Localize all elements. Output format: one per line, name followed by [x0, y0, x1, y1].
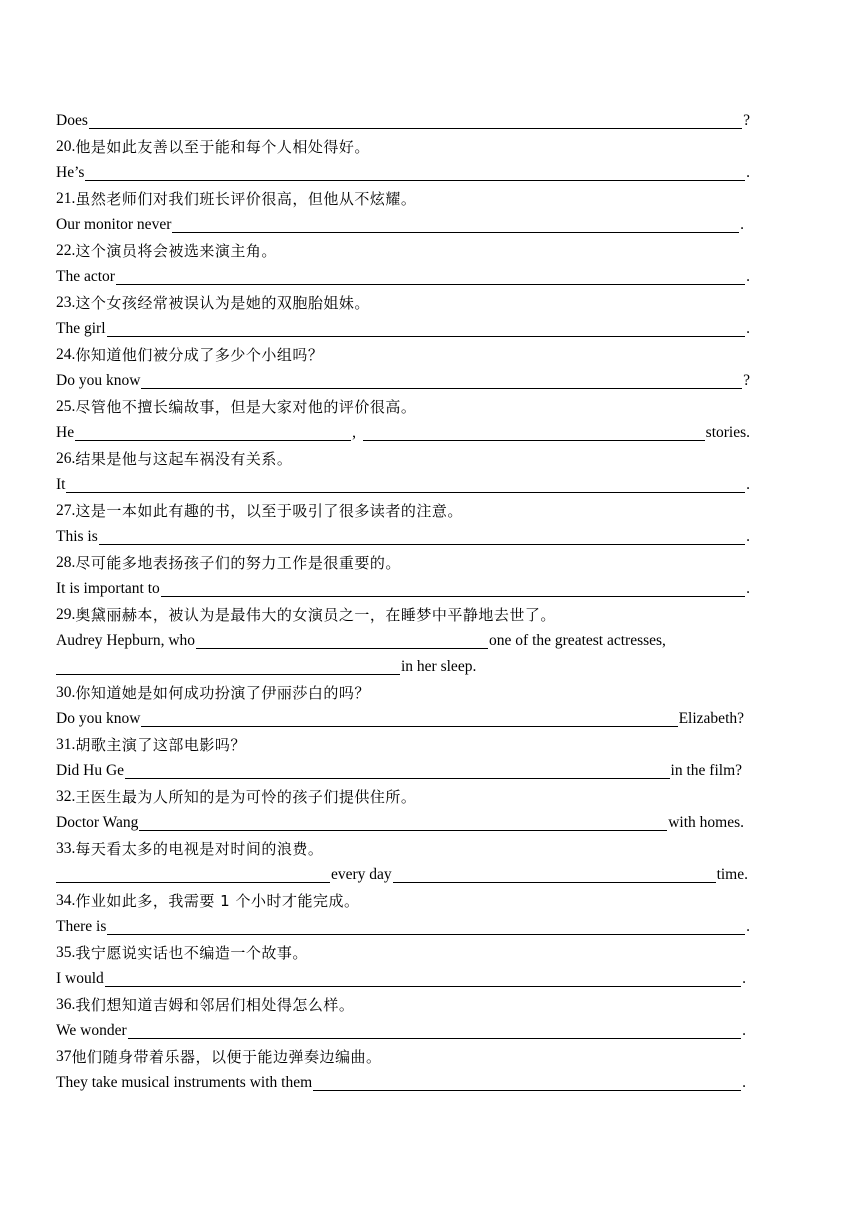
question-chinese: 这个女孩经常被误认为是她的双胞胎姐妹。 — [75, 294, 370, 312]
question-chinese: 这个演员将会被选来演主角。 — [75, 242, 277, 260]
question-chinese: 你知道她是如何成功扮演了伊丽莎白的吗？ — [75, 684, 370, 702]
question-number: 26. — [56, 450, 76, 467]
answer-blank-2[interactable] — [363, 422, 705, 441]
answer-line-34 — [56, 912, 750, 938]
answer-blank[interactable] — [141, 708, 677, 727]
question-number: 22. — [56, 242, 76, 259]
question-27 — [56, 496, 750, 522]
question-23 — [56, 288, 750, 314]
question-chinese: 尽管他不擅长编故事，但是大家对他的评价很高。 — [75, 398, 417, 416]
answer-prefix: It is important to — [56, 580, 160, 597]
answer-line-30 — [56, 704, 744, 730]
answer-blank-1[interactable] — [56, 864, 330, 883]
answer-end: ? — [743, 372, 750, 389]
answer-end: . — [746, 528, 750, 545]
answer-line-35 — [56, 964, 746, 990]
answer-line-27 — [56, 522, 750, 548]
answer-line-37 — [56, 1068, 746, 1094]
question-chinese: 虽然老师们对我们班长评价很高，但他从不炫耀。 — [75, 190, 417, 208]
answer-prefix: Do you know — [56, 710, 141, 727]
question-number: 20. — [56, 138, 76, 155]
answer-line-29b — [56, 652, 490, 678]
answer-middle: one of the greatest actresses, — [489, 632, 666, 649]
question-31 — [56, 730, 750, 756]
answer-line-36 — [56, 1016, 746, 1042]
question-number: 25. — [56, 398, 76, 415]
question-chinese: 胡歌主演了这部电影吗？ — [75, 736, 246, 754]
answer-blank[interactable] — [66, 474, 745, 493]
answer-prefix: We wonder — [56, 1022, 127, 1039]
answer-prefix: Doctor Wang — [56, 814, 139, 831]
question-number: 34. — [56, 892, 76, 909]
question-chinese: 每天看太多的电视是对时间的浪费。 — [75, 840, 324, 858]
answer-separator: , — [352, 424, 356, 441]
answer-blank[interactable] — [141, 370, 742, 389]
answer-line-32 — [56, 808, 744, 834]
answer-blank[interactable] — [172, 214, 739, 233]
question-30 — [56, 678, 750, 704]
answer-prefix: He’s — [56, 164, 85, 181]
answer-middle: every day — [331, 866, 392, 883]
answer-blank-2[interactable] — [56, 656, 400, 675]
question-21 — [56, 184, 750, 210]
question-37 — [56, 1042, 750, 1068]
question-chinese: 作业如此多，我需要 1 个小时才能完成。 — [75, 892, 360, 910]
answer-line-25 — [56, 418, 750, 444]
answer-blank-1[interactable] — [196, 630, 488, 649]
answer-end: Elizabeth? — [678, 710, 744, 727]
question-chinese: 我宁愿说实话也不编造一个故事。 — [75, 944, 308, 962]
answer-line-23 — [56, 314, 750, 340]
answer-end: . — [746, 580, 750, 597]
question-number: 27. — [56, 502, 76, 519]
question-chinese: 这是一本如此有趣的书，以至于吸引了很多读者的注意。 — [75, 502, 463, 520]
answer-blank-1[interactable] — [75, 422, 351, 441]
question-chinese: 你知道他们被分成了多少个小组吗？ — [75, 346, 324, 364]
question-chinese: 王医生最为人所知的是为可怜的孩子们提供住所。 — [75, 788, 417, 806]
answer-blank[interactable] — [116, 266, 745, 285]
question-32 — [56, 782, 750, 808]
question-chinese: 他们随身带着乐器，以便于能边弹奏边编曲。 — [71, 1048, 382, 1066]
answer-blank[interactable] — [139, 812, 667, 831]
question-number: 23. — [56, 294, 76, 311]
question-number: 37 — [56, 1048, 72, 1065]
answer-prefix: It — [56, 476, 66, 493]
question-chinese: 结果是他与这起车祸没有关系。 — [75, 450, 293, 468]
question-28 — [56, 548, 750, 574]
answer-end: . — [746, 164, 750, 181]
question-number: 33. — [56, 840, 76, 857]
question-33 — [56, 834, 750, 860]
answer-line-19 — [56, 106, 750, 132]
answer-end: . — [740, 216, 744, 233]
question-24 — [56, 340, 750, 366]
answer-end: . — [746, 476, 750, 493]
answer-line-20 — [56, 158, 750, 184]
answer-end: . — [746, 320, 750, 337]
answer-blank[interactable] — [313, 1072, 741, 1091]
answer-prefix: The actor — [56, 268, 115, 285]
answer-end: time. — [716, 866, 748, 883]
question-chinese: 奥黛丽赫本，被认为是最伟大的女演员之一，在睡梦中平静地去世了。 — [75, 606, 556, 624]
answer-prefix: Audrey Hepburn, who — [56, 632, 196, 649]
question-34 — [56, 886, 750, 912]
answer-prefix: Do you know — [56, 372, 141, 389]
question-number: 31. — [56, 736, 76, 753]
answer-end: in the film? — [670, 762, 742, 779]
answer-prefix: Does — [56, 112, 88, 129]
answer-blank[interactable] — [125, 760, 670, 779]
answer-line-21 — [56, 210, 744, 236]
answer-line-26 — [56, 470, 750, 496]
answer-blank[interactable] — [107, 916, 745, 935]
answer-line-31 — [56, 756, 742, 782]
question-29 — [56, 600, 750, 626]
answer-line-29a — [56, 626, 710, 652]
question-25 — [56, 392, 750, 418]
question-number: 28. — [56, 554, 76, 571]
question-chinese: 尽可能多地表扬孩子们的努力工作是很重要的。 — [75, 554, 401, 572]
answer-end: in her sleep. — [401, 658, 477, 675]
question-35 — [56, 938, 750, 964]
answer-end: . — [746, 268, 750, 285]
answer-end: with homes. — [668, 814, 744, 831]
answer-blank[interactable] — [161, 578, 745, 597]
answer-prefix: He — [56, 424, 75, 441]
answer-blank-2[interactable] — [393, 864, 716, 883]
answer-prefix: Did Hu Ge — [56, 762, 125, 779]
answer-prefix: They take musical instruments with them — [56, 1074, 313, 1091]
answer-end: stories. — [705, 424, 750, 441]
answer-end: ? — [743, 112, 750, 129]
answer-line-24 — [56, 366, 750, 392]
answer-end: . — [742, 1074, 746, 1091]
answer-prefix: Our monitor never — [56, 216, 172, 233]
answer-end: . — [742, 970, 746, 987]
question-36 — [56, 990, 750, 1016]
question-chinese: 他是如此友善以至于能和每个人相处得好。 — [75, 138, 370, 156]
answer-prefix: I would — [56, 970, 104, 987]
question-number: 29. — [56, 606, 76, 623]
question-number: 35. — [56, 944, 76, 961]
question-number: 32. — [56, 788, 76, 805]
answer-blank[interactable] — [105, 968, 741, 987]
question-chinese: 我们想知道吉姆和邻居们相处得怎么样。 — [75, 996, 355, 1014]
answer-prefix: There is — [56, 918, 107, 935]
answer-blank[interactable] — [107, 318, 746, 337]
question-26 — [56, 444, 750, 470]
answer-prefix: This is — [56, 528, 98, 545]
question-number: 21. — [56, 190, 76, 207]
answer-line-22 — [56, 262, 750, 288]
answer-end: . — [742, 1022, 746, 1039]
answer-end: . — [746, 918, 750, 935]
answer-blank[interactable] — [85, 162, 745, 181]
question-22 — [56, 236, 750, 262]
answer-blank[interactable] — [99, 526, 745, 545]
question-number: 24. — [56, 346, 76, 363]
answer-blank[interactable] — [128, 1020, 741, 1039]
question-number: 36. — [56, 996, 76, 1013]
answer-line-28 — [56, 574, 750, 600]
answer-prefix: The girl — [56, 320, 106, 337]
question-number: 30. — [56, 684, 76, 701]
question-20 — [56, 132, 750, 158]
answer-blank[interactable] — [89, 110, 742, 129]
answer-line-33 — [56, 860, 748, 886]
